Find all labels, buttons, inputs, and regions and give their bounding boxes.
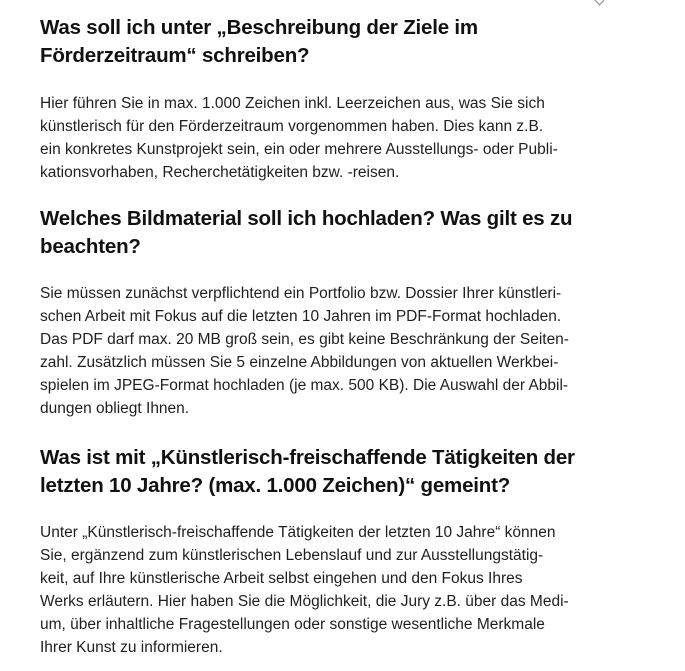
faq-answer-line: zahl. Zusätzlich müssen Sie 5 einzelne Abbildungen von aktuellen Werkbei- bbox=[40, 354, 559, 371]
faq-answer-line: spielen im JPEG-Format hochladen (je max. 500 KB). Die Auswahl der Abbil- bbox=[40, 377, 569, 394]
faq-item bbox=[40, 205, 630, 420]
faq-question-line: Was soll ich unter „Beschreibung der Ziele im bbox=[40, 16, 478, 39]
faq-answer-line: dungen obliegt Ihnen. bbox=[40, 400, 190, 417]
faq-answer-line: künstlerisch für den Förderzeitraum vorgenommen haben. Dies kann z.B. bbox=[40, 118, 544, 135]
faq-question-line: letzten 10 Jahre? (max. 1.000 Zeichen)“ gemeint? bbox=[40, 474, 511, 497]
faq-item bbox=[40, 14, 630, 184]
faq-question-line: Welches Bildmaterial soll ich hochladen? Was gilt es zu bbox=[40, 207, 573, 230]
faq-answer-line: Sie müssen zunächst verpflichtend ein Portfolio bzw. Dossier Ihrer künstleri- bbox=[40, 285, 562, 302]
faq-question bbox=[40, 444, 630, 500]
faq-answer-line: Unter „Künstlerisch-freischaffende Tätigkeiten der letzten 10 Jahre“ können bbox=[40, 524, 556, 541]
faq-question bbox=[40, 205, 630, 261]
faq-answer-line: Werks erläutern. Hier haben Sie die Möglichkeit, die Jury z.B. über das Medi- bbox=[40, 593, 569, 610]
faq-answer bbox=[40, 521, 630, 659]
faq-question-line: beachten? bbox=[40, 235, 141, 258]
faq-answer-line: Ihrer Kunst zu informieren. bbox=[40, 639, 223, 656]
faq-answer-line: schen Arbeit mit Fokus auf die letzten 10 Jahren im PDF-Format hochladen. bbox=[40, 308, 562, 325]
faq-question-line: Förderzeitraum“ schreiben? bbox=[40, 44, 310, 67]
faq-answer-line: Das PDF darf max. 20 MB groß sein, es gibt keine Beschränkung der Seiten- bbox=[40, 331, 569, 348]
faq-answer bbox=[40, 92, 630, 184]
faq-item bbox=[40, 444, 630, 659]
faq-answer-line: ein konkretes Kunstprojekt sein, ein oder mehrere Ausstellungs- oder Publi- bbox=[40, 141, 558, 158]
faq-answer bbox=[40, 282, 630, 420]
faq-answer-line: keit, auf Ihre künstlerische Arbeit selbst eingehen und den Fokus Ihres bbox=[40, 570, 523, 587]
chevron-icon bbox=[595, 0, 605, 5]
faq-answer-line: um, über inhaltliche Fragestellungen oder sonstige wesentliche Merkmale bbox=[40, 616, 545, 633]
faq-question bbox=[40, 14, 630, 70]
faq-answer-line: kationsvorhaben, Recherchetätigkeiten bzw. -reisen. bbox=[40, 164, 400, 181]
faq-answer-line: Hier führen Sie in max. 1.000 Zeichen inkl. Leerzeichen aus, was Sie sich bbox=[40, 95, 545, 112]
faq-answer-line: Sie, ergänzend zum künstlerischen Lebenslauf und zur Ausstellungstätig- bbox=[40, 547, 544, 564]
faq-question-line: Was ist mit „Künstlerisch-freischaffende Tätigkeiten der bbox=[40, 446, 575, 469]
